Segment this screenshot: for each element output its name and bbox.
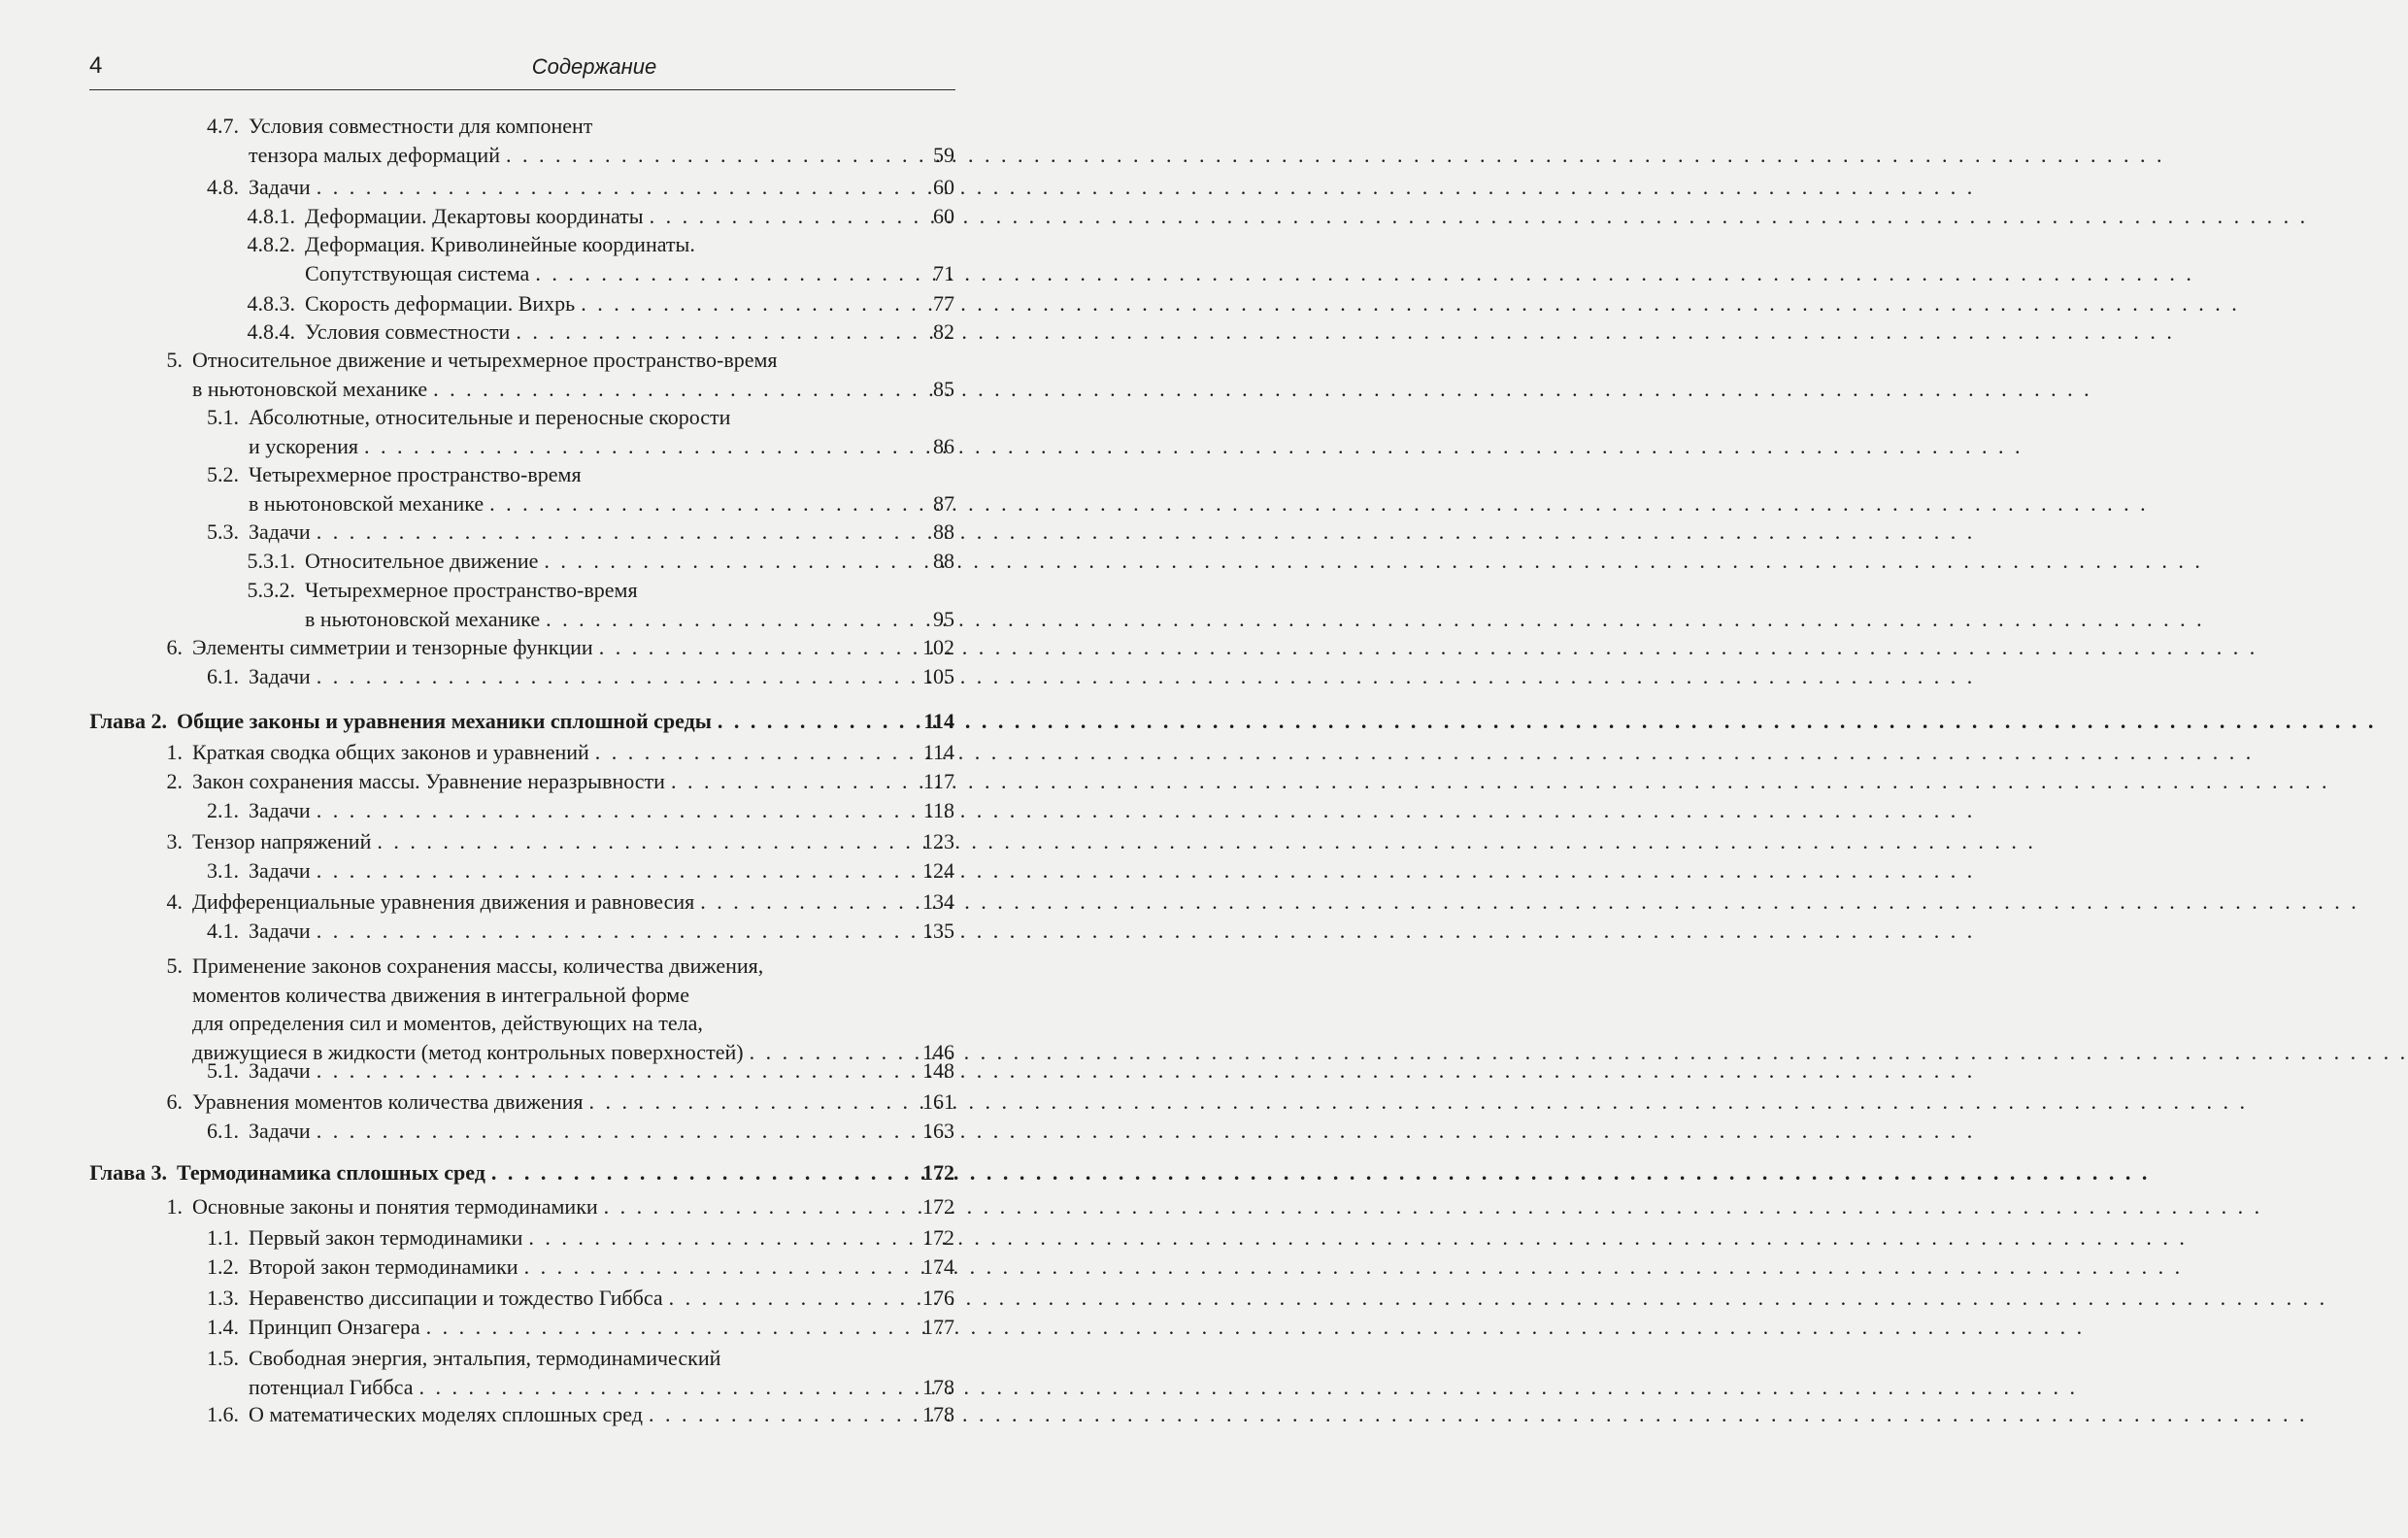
toc-entry[interactable]: [146, 633, 954, 662]
toc-entry[interactable]: [146, 1192, 954, 1221]
toc-entry-title: тензора малых деформаций: [249, 142, 500, 167]
toc-entry[interactable]: [239, 489, 954, 518]
toc-entry-title: Деформации. Декартовы координаты: [305, 204, 644, 228]
toc-entry-title: Скорость деформации. Вихрь: [305, 291, 576, 316]
dot-leader: [528, 1223, 914, 1253]
toc-entry-title: Закон сохранения массы. Уравнение неразрывности: [192, 769, 665, 793]
toc-entry-title: Четырехмерное пространство-время: [305, 578, 638, 602]
toc-entry-title: Задачи: [249, 519, 311, 544]
toc-entry-title: О математических моделях сплошных сред: [249, 1402, 643, 1426]
toc-page-number: 87: [933, 490, 954, 516]
toc-entry-title: Абсолютные, относительные и переносные скорости: [249, 405, 731, 429]
toc-entry[interactable]: [183, 375, 954, 404]
toc-entry-title: Свободная энергия, энтальпия, термодинамический: [249, 1346, 721, 1370]
dot-leader: [524, 1253, 914, 1282]
toc-page-number: 146: [922, 1039, 954, 1064]
toc-entry-title: Дифференциальные уравнения движения и равновесия: [192, 889, 695, 914]
toc-entry[interactable]: [239, 1373, 954, 1402]
toc-page-number: 172: [922, 1225, 954, 1250]
toc-entry[interactable]: [239, 432, 954, 461]
toc-entry[interactable]: [223, 547, 954, 576]
toc-entry-title: в ньютоновской механике: [192, 376, 428, 401]
dot-leader: [317, 1056, 914, 1086]
toc-entry[interactable]: [223, 318, 954, 347]
toc-entry-title: Термодинамика сплошных сред: [177, 1160, 485, 1185]
toc-entry-number: 4.1.: [207, 919, 239, 943]
toc-entry-number: 3.1.: [207, 858, 239, 883]
toc-entry[interactable]: [146, 1087, 954, 1117]
toc-page-number: 117: [922, 769, 954, 793]
dot-leader: [491, 1158, 914, 1187]
toc-page-number: 161: [922, 1089, 954, 1114]
dot-leader: [671, 767, 914, 796]
toc-entry-title: Деформация. Криволинейные координаты.: [305, 232, 695, 256]
toc-entry-title: в ньютоновской механике: [305, 606, 541, 631]
toc-entry-title: Сопутствующая система: [305, 260, 530, 285]
dot-leader: [418, 1373, 914, 1402]
toc-page-number: 60: [933, 204, 954, 228]
toc-page-number: 95: [933, 606, 954, 631]
toc-entry-number: 6.1.: [207, 1119, 239, 1143]
toc-entry[interactable]: [184, 1284, 954, 1313]
toc-page-number: 60: [933, 175, 954, 199]
toc-page-number: 118: [922, 798, 954, 822]
toc-entry-title: движущиеся в жидкости (метод контрольных поверхностей): [192, 1039, 744, 1064]
toc-page-number: 114: [922, 740, 954, 764]
toc-entry-number: Глава 2.: [89, 709, 167, 733]
dot-leader: [700, 887, 914, 917]
dot-leader: [516, 318, 914, 347]
toc-entry-title: Общие законы и уравнения механики сплошной среды: [177, 709, 712, 733]
toc-entry-number: 2.: [166, 769, 183, 793]
toc-page-number: 176: [922, 1286, 954, 1310]
dot-leader: [426, 1313, 914, 1342]
toc-entry-title: Основные законы и понятия термодинамики: [192, 1194, 598, 1219]
dot-leader: [589, 1087, 914, 1117]
toc-page-number: 172: [922, 1194, 954, 1219]
dot-leader: [649, 1400, 914, 1429]
dot-leader: [317, 173, 914, 202]
toc-entry-title: Задачи: [249, 1119, 311, 1143]
toc-entry-number: 6.1.: [207, 664, 239, 688]
toc-entry-number: 2.1.: [207, 798, 239, 822]
toc-entry[interactable]: [184, 1117, 954, 1146]
dot-leader: [581, 289, 914, 318]
toc-entry[interactable]: [146, 767, 954, 796]
toc-page-number: 177: [922, 1315, 954, 1339]
dot-leader: [546, 605, 914, 634]
toc-entry-number: Глава 3.: [89, 1160, 167, 1185]
toc-page-number: 86: [933, 433, 954, 458]
toc-entry-number: 5.: [166, 953, 183, 978]
toc-entry-row: [146, 346, 778, 375]
toc-entry-number: 5.: [166, 348, 183, 372]
dot-leader: [650, 202, 914, 231]
toc-entry-title: Условия совместности: [305, 319, 511, 344]
toc-entry-title: Задачи: [249, 919, 311, 943]
toc-page-number: 148: [922, 1058, 954, 1083]
toc-entry-title: Тензор напряжений: [192, 829, 372, 853]
dot-leader: [489, 489, 914, 518]
toc-entry-number: 5.3.: [207, 519, 239, 544]
toc-entry-title: Принцип Онзагера: [249, 1315, 420, 1339]
toc-entry-title: Неравенство диссипации и тождество Гиббса: [249, 1286, 663, 1310]
toc-entry[interactable]: [184, 917, 954, 946]
toc-page-number: 123: [922, 829, 954, 853]
toc-entry[interactable]: [89, 1158, 954, 1187]
dot-leader: [669, 1284, 914, 1313]
toc-entry[interactable]: [146, 827, 954, 856]
dot-leader: [506, 141, 914, 170]
toc-entry-number: 4.8.4.: [247, 319, 295, 344]
toc-entry-number: 1.2.: [207, 1254, 239, 1279]
dot-leader: [599, 633, 914, 662]
toc-entry[interactable]: [184, 518, 954, 547]
toc-entry-title: потенциал Гиббса: [249, 1374, 414, 1399]
dot-leader: [718, 707, 914, 736]
toc-entry[interactable]: [223, 289, 954, 318]
toc-entry-number: 5.1.: [207, 1058, 239, 1083]
toc-entry-number: 1.5.: [207, 1346, 239, 1370]
dot-leader: [317, 917, 914, 946]
dot-leader: [377, 827, 914, 856]
toc-entry[interactable]: [184, 1253, 954, 1282]
toc-entry-number: 1.: [166, 740, 183, 764]
toc-entry-title: Четырехмерное пространство-время: [249, 462, 582, 486]
dot-leader: [317, 1117, 914, 1146]
page-number: 4: [89, 52, 103, 79]
toc-entry[interactable]: [146, 738, 954, 767]
toc-page-number: 71: [933, 260, 954, 285]
toc-page-number: 134: [922, 889, 954, 914]
toc-entry[interactable]: [184, 1400, 954, 1429]
toc-entry[interactable]: [184, 856, 954, 886]
toc-entry-number: 4.8.1.: [247, 204, 295, 228]
toc-entry-number: 5.3.2.: [247, 578, 295, 602]
toc-entry-title: для определения сил и моментов, действующих на тела,: [192, 1011, 703, 1035]
dot-leader: [317, 856, 914, 886]
toc-entry[interactable]: [184, 1056, 954, 1086]
toc-entry-number: 5.3.1.: [247, 549, 295, 573]
toc-entry-row: [146, 952, 763, 981]
toc-page-number: 82: [933, 319, 954, 344]
toc-entry-row: [184, 112, 592, 141]
toc-entry[interactable]: [146, 887, 954, 917]
toc-entry-number: 6.: [166, 635, 183, 659]
toc-entry[interactable]: [184, 1313, 954, 1342]
toc-page-number: 105: [922, 664, 954, 688]
toc-entry-row: [184, 1344, 720, 1373]
toc-entry-number: 1.4.: [207, 1315, 239, 1339]
toc-entry[interactable]: [223, 202, 954, 231]
dot-leader: [604, 1192, 914, 1221]
toc-page-number: 59: [933, 142, 954, 167]
toc-entry-number: 4.8.: [207, 175, 239, 199]
dot-leader: [317, 796, 914, 825]
dot-leader: [595, 738, 914, 767]
toc-entry[interactable]: [184, 1223, 954, 1253]
toc-entry-title: в ньютоновской механике: [249, 490, 485, 516]
toc-entry-number: 3.: [166, 829, 183, 853]
page-header: [89, 50, 955, 90]
toc-entry-title: Задачи: [249, 858, 311, 883]
toc-page-number: 172: [922, 1160, 954, 1185]
toc-entry-title: Задачи: [249, 664, 311, 688]
toc-entry[interactable]: [239, 141, 954, 170]
toc-entry-title: Элементы симметрии и тензорные функции: [192, 635, 593, 659]
toc-entry-title: Применение законов сохранения массы, количества движения,: [192, 953, 764, 978]
toc-entry-title: Первый закон термодинамики: [249, 1225, 523, 1250]
toc-page-number: 77: [933, 291, 954, 316]
toc-page-number: 124: [922, 858, 954, 883]
toc-entry-row: [223, 230, 695, 259]
toc-page-number: 88: [933, 519, 954, 544]
toc-entry-number: 5.1.: [207, 405, 239, 429]
toc-entry-title: Относительное движение: [305, 549, 539, 573]
toc-entry-number: 1.: [166, 1194, 183, 1219]
toc-page-number: 135: [922, 919, 954, 943]
toc-page-number: 88: [933, 549, 954, 573]
toc-entry-number: 4.: [166, 889, 183, 914]
toc-entry-title: Задачи: [249, 798, 311, 822]
toc-entry-title: Второй закон термодинамики: [249, 1254, 518, 1279]
toc-entry-title: Условия совместности для компонент: [249, 114, 593, 138]
dot-leader: [364, 432, 914, 461]
toc-entry[interactable]: [184, 662, 954, 691]
dot-leader: [433, 375, 914, 404]
toc-entry-row: [184, 403, 730, 432]
toc-entry-title: Задачи: [249, 1058, 311, 1083]
toc-entry-number: 5.2.: [207, 462, 239, 486]
toc-entry-number: 4.7.: [207, 114, 239, 138]
toc-entry-title: и ускорения: [249, 433, 359, 458]
toc-entry-number: 4.8.2.: [247, 232, 295, 256]
toc-entry-number: 1.1.: [207, 1225, 239, 1250]
toc-page-number: 174: [922, 1254, 954, 1279]
toc-entry[interactable]: [184, 173, 954, 202]
toc-entry[interactable]: [184, 796, 954, 825]
toc-page-number: 85: [933, 376, 954, 401]
toc-page-number: 163: [922, 1119, 954, 1143]
toc-page-number: 102: [922, 635, 954, 659]
toc-entry-title: Уравнения моментов количества движения: [192, 1089, 584, 1114]
toc-entry-row: [184, 460, 582, 489]
toc-entry-title: Краткая сводка общих законов и уравнений: [192, 740, 589, 764]
toc-entry[interactable]: [295, 605, 954, 634]
dot-leader: [535, 259, 914, 288]
dot-leader: [317, 662, 914, 691]
dot-leader: [317, 518, 914, 547]
toc-entry[interactable]: [295, 259, 954, 288]
toc-entry-number: 1.6.: [207, 1402, 239, 1426]
toc-entry-number: 6.: [166, 1089, 183, 1114]
toc-entry-title: Задачи: [249, 175, 311, 199]
dot-leader: [544, 547, 914, 576]
toc-page-number: 178: [922, 1374, 954, 1399]
toc-entry-row: [223, 576, 638, 605]
toc-entry-title: Относительное движение и четырехмерное пространство-время: [192, 348, 778, 372]
toc-entry-title: моментов количества движения в интегральной форме: [192, 982, 689, 1007]
toc-entry-number: 1.3.: [207, 1286, 239, 1310]
toc-page-number: 178: [922, 1402, 954, 1426]
toc-entry[interactable]: [89, 707, 954, 736]
running-title: Содержание: [531, 54, 657, 79]
toc-page-number: 114: [923, 709, 954, 733]
toc-entry-number: 4.8.3.: [247, 291, 295, 316]
